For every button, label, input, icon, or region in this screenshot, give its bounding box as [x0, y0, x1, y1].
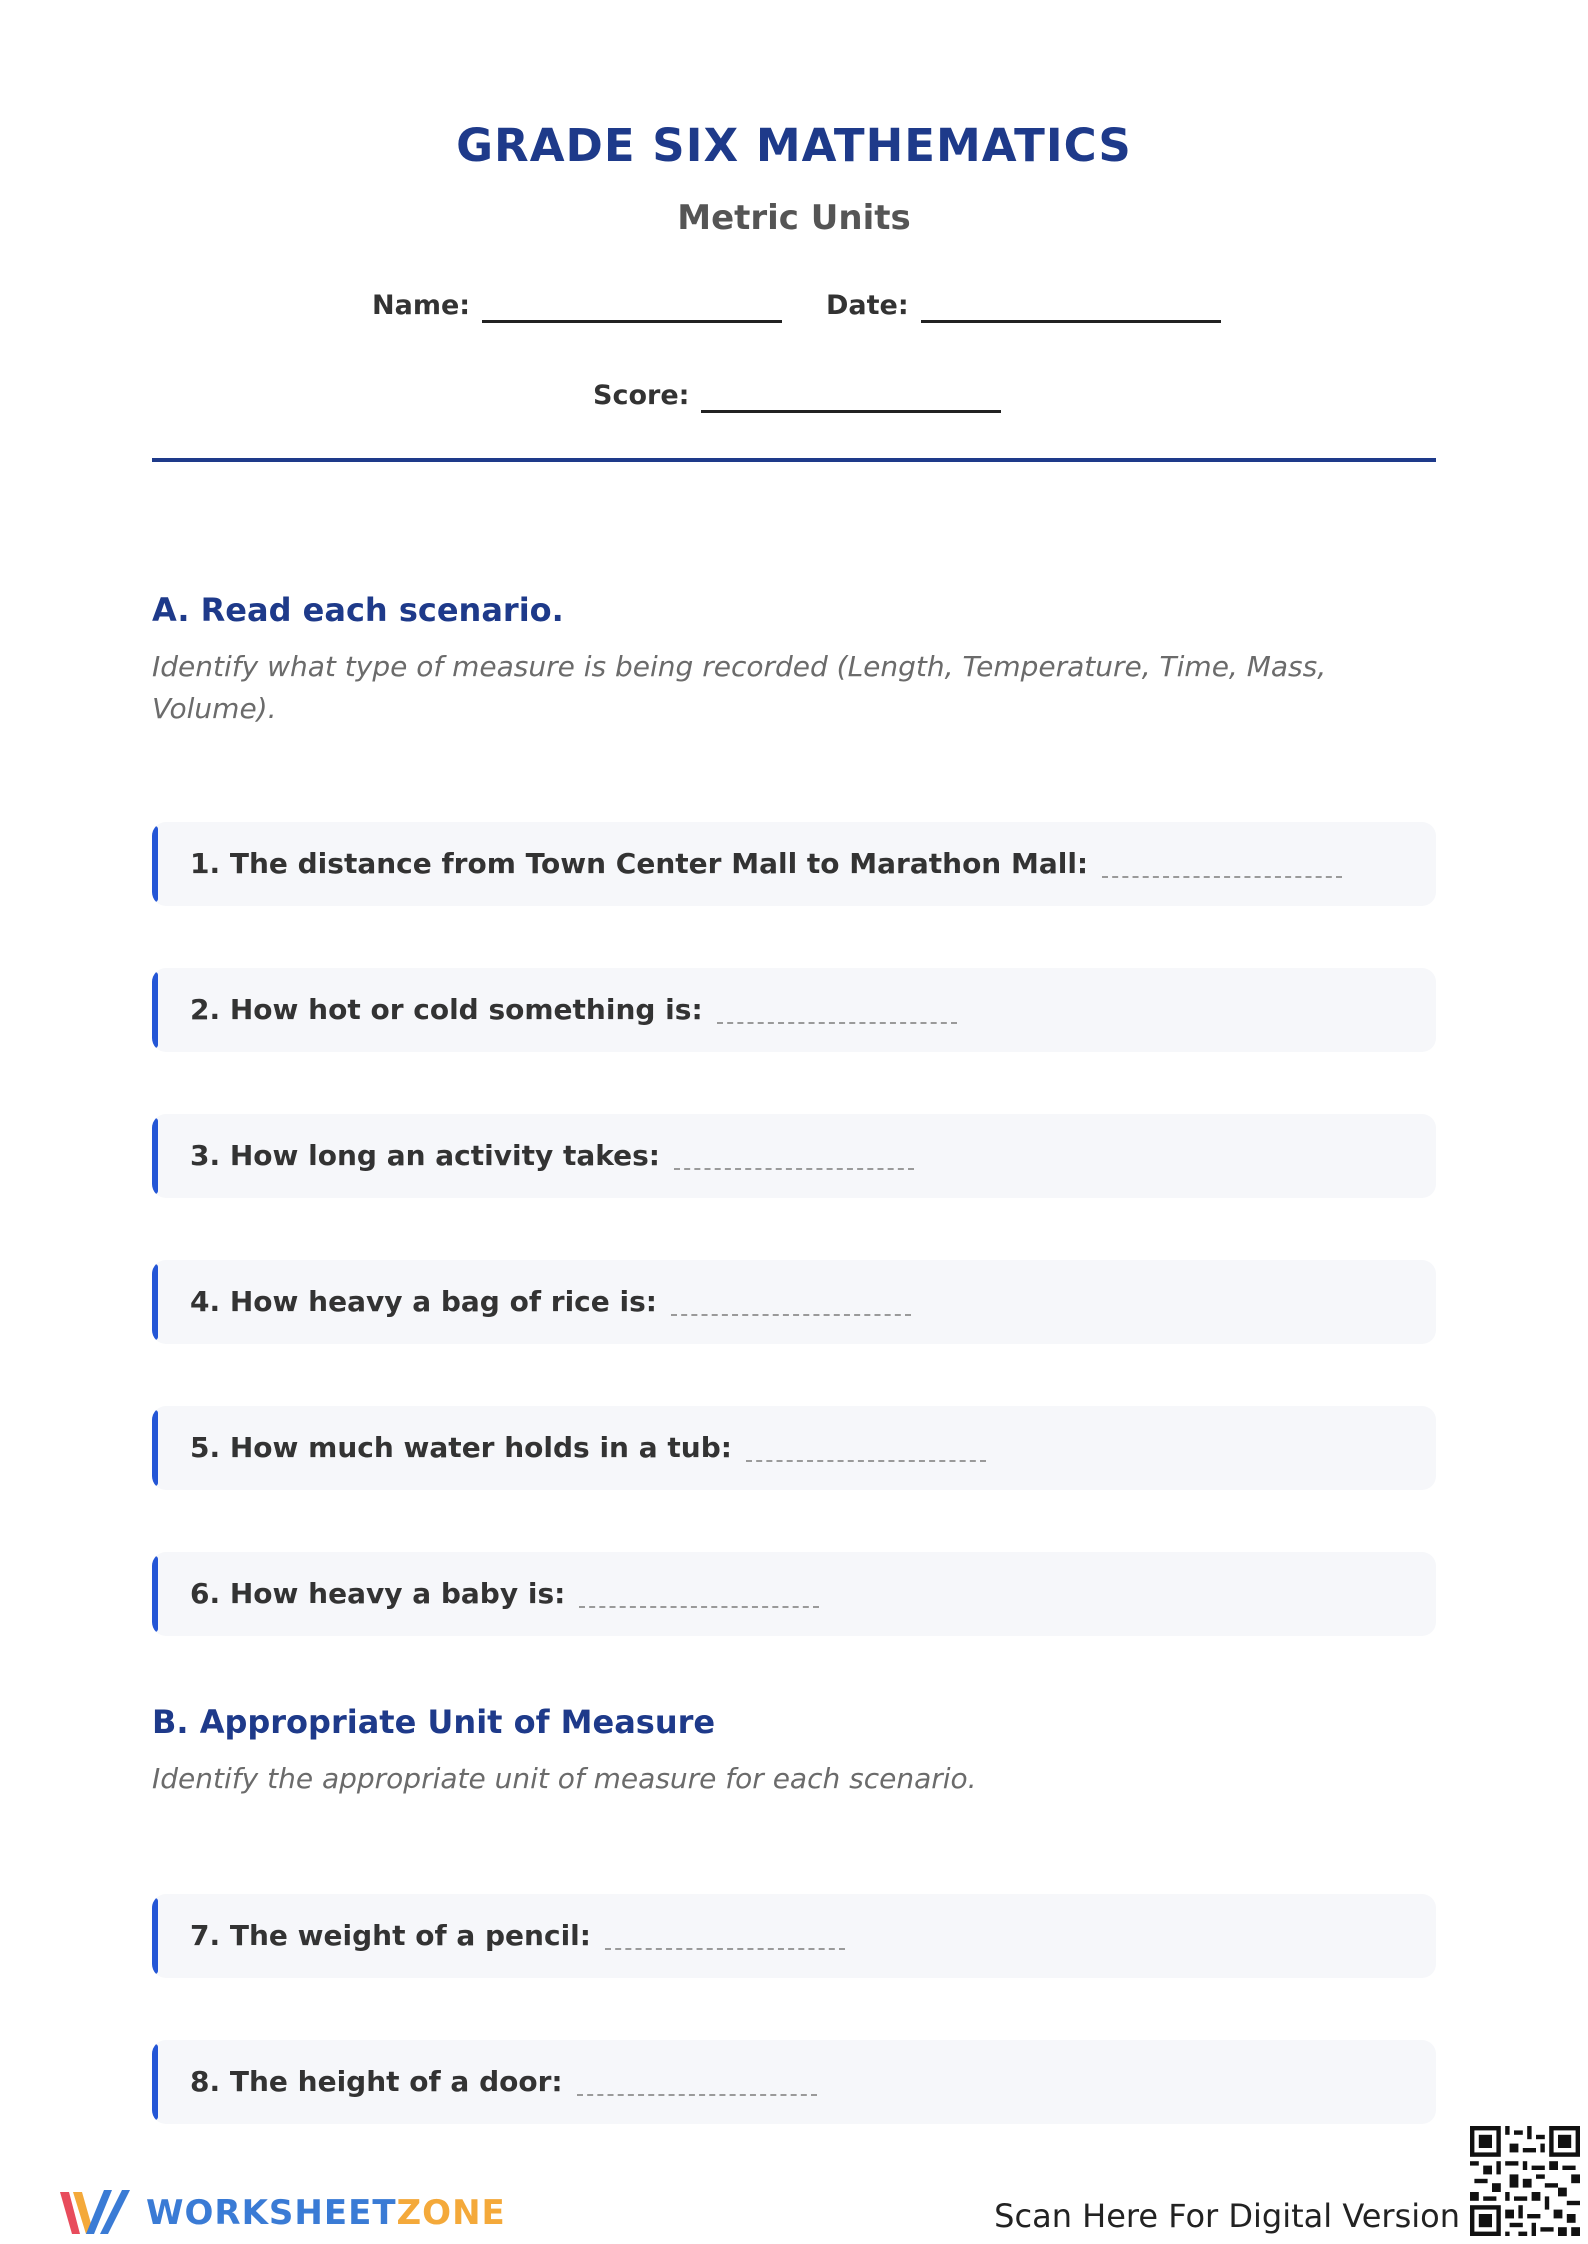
- card-accent-bar: [152, 826, 158, 902]
- question-card: [152, 968, 1436, 1052]
- question-card: [152, 2040, 1436, 2124]
- question-card: [152, 1894, 1436, 1978]
- question-text: 2. How hot or cold something is:: [190, 993, 703, 1026]
- answer-blank[interactable]: [746, 1434, 986, 1462]
- name-label: Name:: [372, 290, 471, 321]
- card-accent-bar: [152, 972, 158, 1048]
- question-text: 6. How heavy a baby is:: [190, 1577, 566, 1610]
- card-accent-bar: [152, 1898, 158, 1974]
- logo-text-part1: WORKSHEET: [146, 2193, 397, 2233]
- section-a-instructions: Identify what type of measure is being recorded (Length, Temperature, Time, Mass, Volume).: [152, 650, 1327, 725]
- card-accent-bar: [152, 1118, 158, 1194]
- score-label: Score:: [593, 380, 690, 411]
- question-text: 3. How long an activity takes:: [190, 1139, 660, 1172]
- question-text: 1. The distance from Town Center Mall to Marathon Mall:: [190, 847, 1089, 880]
- question-card: [152, 1552, 1436, 1636]
- worksheetzone-logo[interactable]: [56, 2184, 506, 2242]
- qr-code-icon[interactable]: [1470, 2126, 1580, 2236]
- question-card: [152, 1406, 1436, 1490]
- section-b-instructions: Identify the appropriate unit of measure for each scenario.: [152, 1762, 977, 1795]
- header-divider: [152, 458, 1436, 462]
- question-text: 7. The weight of a pencil:: [190, 1919, 591, 1952]
- question-text: 4. How heavy a bag of rice is:: [190, 1285, 657, 1318]
- section-b-heading: B. Appropriate Unit of Measure: [152, 1703, 716, 1741]
- answer-blank[interactable]: [674, 1142, 914, 1170]
- logo-text-part2: ZONE: [396, 2193, 506, 2233]
- question-card: [152, 1260, 1436, 1344]
- section-a-heading: A. Read each scenario.: [152, 591, 564, 629]
- answer-blank[interactable]: [671, 1288, 911, 1316]
- answer-blank[interactable]: [717, 996, 957, 1024]
- card-accent-bar: [152, 1556, 158, 1632]
- score-line[interactable]: [701, 380, 1001, 413]
- card-accent-bar: [152, 2044, 158, 2120]
- logo-w-icon: [56, 2184, 134, 2242]
- answer-blank[interactable]: [579, 1580, 819, 1608]
- question-text: 5. How much water holds in a tub:: [190, 1431, 732, 1464]
- answer-blank[interactable]: [1102, 850, 1342, 878]
- answer-blank[interactable]: [605, 1922, 845, 1950]
- page-subtitle: Metric Units: [677, 198, 911, 238]
- logo-wordmark: [146, 2193, 506, 2233]
- question-text: 8. The height of a door:: [190, 2065, 563, 2098]
- date-line[interactable]: [921, 290, 1221, 323]
- answer-blank[interactable]: [577, 2068, 817, 2096]
- page-title: GRADE SIX MATHEMATICS: [456, 119, 1132, 172]
- date-label: Date:: [826, 290, 909, 321]
- scan-caption: Scan Here For Digital Version: [994, 2197, 1460, 2235]
- question-card: [152, 1114, 1436, 1198]
- card-accent-bar: [152, 1264, 158, 1340]
- name-field: [372, 289, 782, 323]
- card-accent-bar: [152, 1410, 158, 1486]
- score-field: [593, 379, 1001, 413]
- question-card: [152, 822, 1436, 906]
- name-line[interactable]: [482, 290, 782, 323]
- date-field: [826, 289, 1221, 323]
